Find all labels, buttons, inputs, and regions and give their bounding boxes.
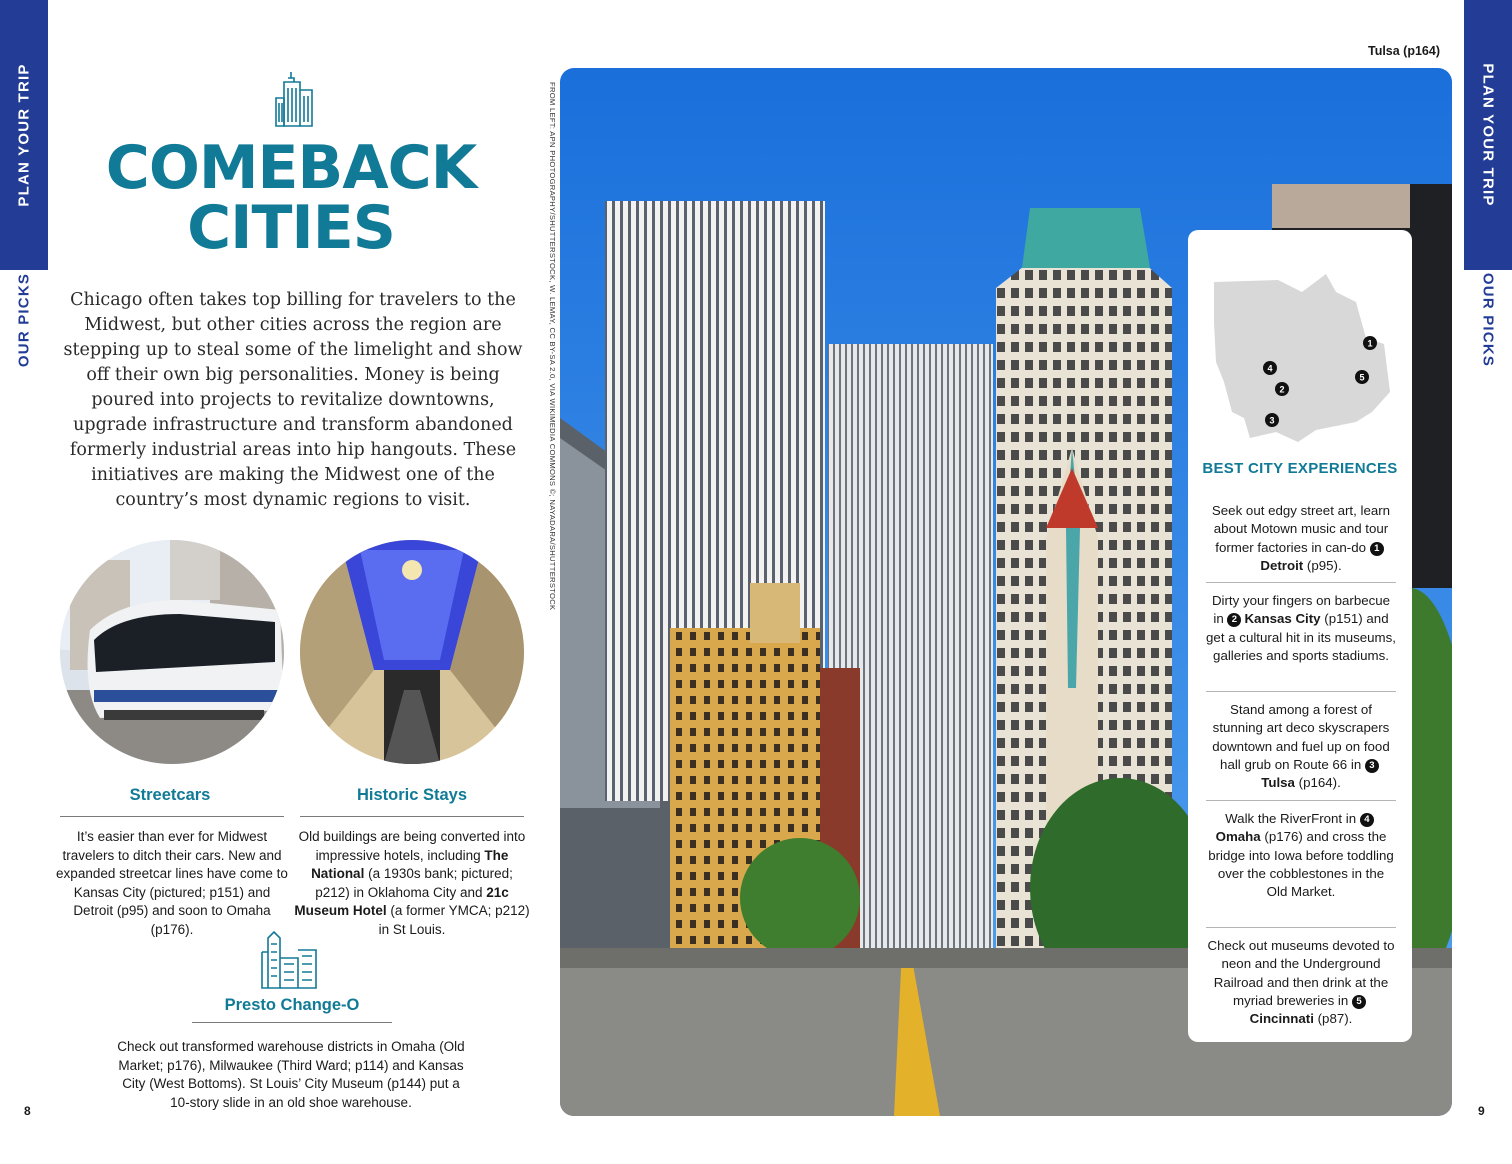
experience-divider [1206,800,1396,801]
side-sub-label: OUR PICKS [15,272,33,368]
historic-stays-heading: Historic Stays [356,786,468,804]
experience-item: Walk the RiverFront in 4Omaha (p176) and cross the bridge into Iowa before toddling over the cobblestones in the Old Market. [1208,811,1394,900]
intro-paragraph: Chicago often takes top billing for travelers to the Midwest, but other cities across the region are stepping up to steal some of the limelight and show off their own big personalities. Money is being poured into projects to revitalize downtowns, upgrade infrastructure and transform abandoned formerly industrial areas into hip hangouts. These initiatives are making the Midwest one of the country’s most dynamic regions to visit. [63,290,523,510]
map-marker-1 [1363,336,1377,350]
best-city-experiences-card [1188,230,1412,1042]
number-badge: 1 [1370,542,1384,556]
svg-text:3: 3 [1269,415,1275,426]
experience-divider [1206,691,1396,692]
skyscraper-icon [266,68,328,130]
historic-stays-divider [300,816,524,817]
page-title-line-2: CITIES [187,193,395,263]
historic-hotel-photo [300,540,524,764]
experience-item: Stand among a forest of stunning art deco skyscrapers downtown and fuel up on food hall grub on Route 66 in 3Tulsa (p164). [1212,702,1390,791]
page-number-left: 8 [24,1104,31,1118]
svg-text:2: 2 [1279,384,1285,395]
side-sub-label: OUR PICKS [1479,272,1497,368]
experience-divider [1206,927,1396,928]
streetcars-divider [60,816,284,817]
presto-divider [192,1022,392,1023]
streetcars-heading: Streetcars [129,786,211,804]
city-buildings-icon [258,930,324,990]
page-title [60,133,522,263]
svg-text:4: 4 [1267,363,1273,374]
number-badge: 4 [1360,813,1374,827]
map-marker-3 [1265,413,1279,427]
side-sub-our-picks-right [1464,272,1512,370]
presto-text: Check out transformed warehouse districts in Omaha (Old Market; p176), Milwaukee (Third Ward; p114) and Kansas City (West Bottoms). St Louis’ City Museum (p144) put a 10-story slide in an old shoe warehouse. [117,1039,465,1110]
experience-item: Seek out edgy street art, learn about Motown music and tour former factories in can-do 1Detroit (p95). [1211,503,1391,573]
side-tab-label: PLAN YOUR TRIP [15,63,33,207]
experience-item: Dirty your fingers on barbecue in 2 Kansas City (p151) and get a cultural hit in its museums, galleries and sports stadiums. [1206,593,1396,663]
side-tab-label: PLAN YOUR TRIP [1479,63,1497,207]
card-title: BEST CITY EXPERIENCES [1202,460,1398,477]
number-badge: 5 [1352,995,1366,1009]
side-tab-plan-your-trip-right [1464,0,1512,270]
number-badge: 2 [1227,613,1241,627]
midwest-map [1206,252,1396,452]
photo-caption: Tulsa (p164) [1367,44,1440,58]
presto-heading: Presto Change-O [224,996,360,1014]
map-marker-2 [1275,382,1289,396]
svg-text:5: 5 [1359,372,1365,383]
map-marker-4 [1263,361,1277,375]
experience-divider [1206,582,1396,583]
streetcars-text: It’s easier than ever for Midwest travelers to ditch their cars. New and expanded streetcar lines have come to Kansas City (pictured; p151) and Detroit (p95) and soon to Omaha (p176). [56,829,288,937]
experience-item: Check out museums devoted to neon and the Underground Railroad and then drink at the myriad breweries in 5Cincinnati (p87). [1207,938,1395,1027]
page-title-line-1: COMEBACK [105,133,477,203]
map-marker-5 [1355,370,1369,384]
svg-text:1: 1 [1367,338,1373,349]
side-tab-plan-your-trip-left [0,0,48,270]
streetcar-photo [60,540,284,764]
number-badge: 3 [1365,759,1379,773]
side-sub-our-picks-left [0,272,48,370]
photo-credit: FROM LEFT: APN PHOTOGRAPHY/SHUTTERSTOCK, W. LEMAY, CC BY-SA 2.0, VIA WIKIMEDIA COMMONS ©; NAYADARA/SHUTTERSTOCK [548,82,557,611]
historic-stays-text: Old buildings are being converted into impressive hotels, including The National (a 1930s bank; pictured; p212) in Oklahoma City and 21c Museum Hotel (a former YMCA; p212) in St Louis. [294,829,530,937]
page-number-right: 9 [1478,1104,1485,1118]
